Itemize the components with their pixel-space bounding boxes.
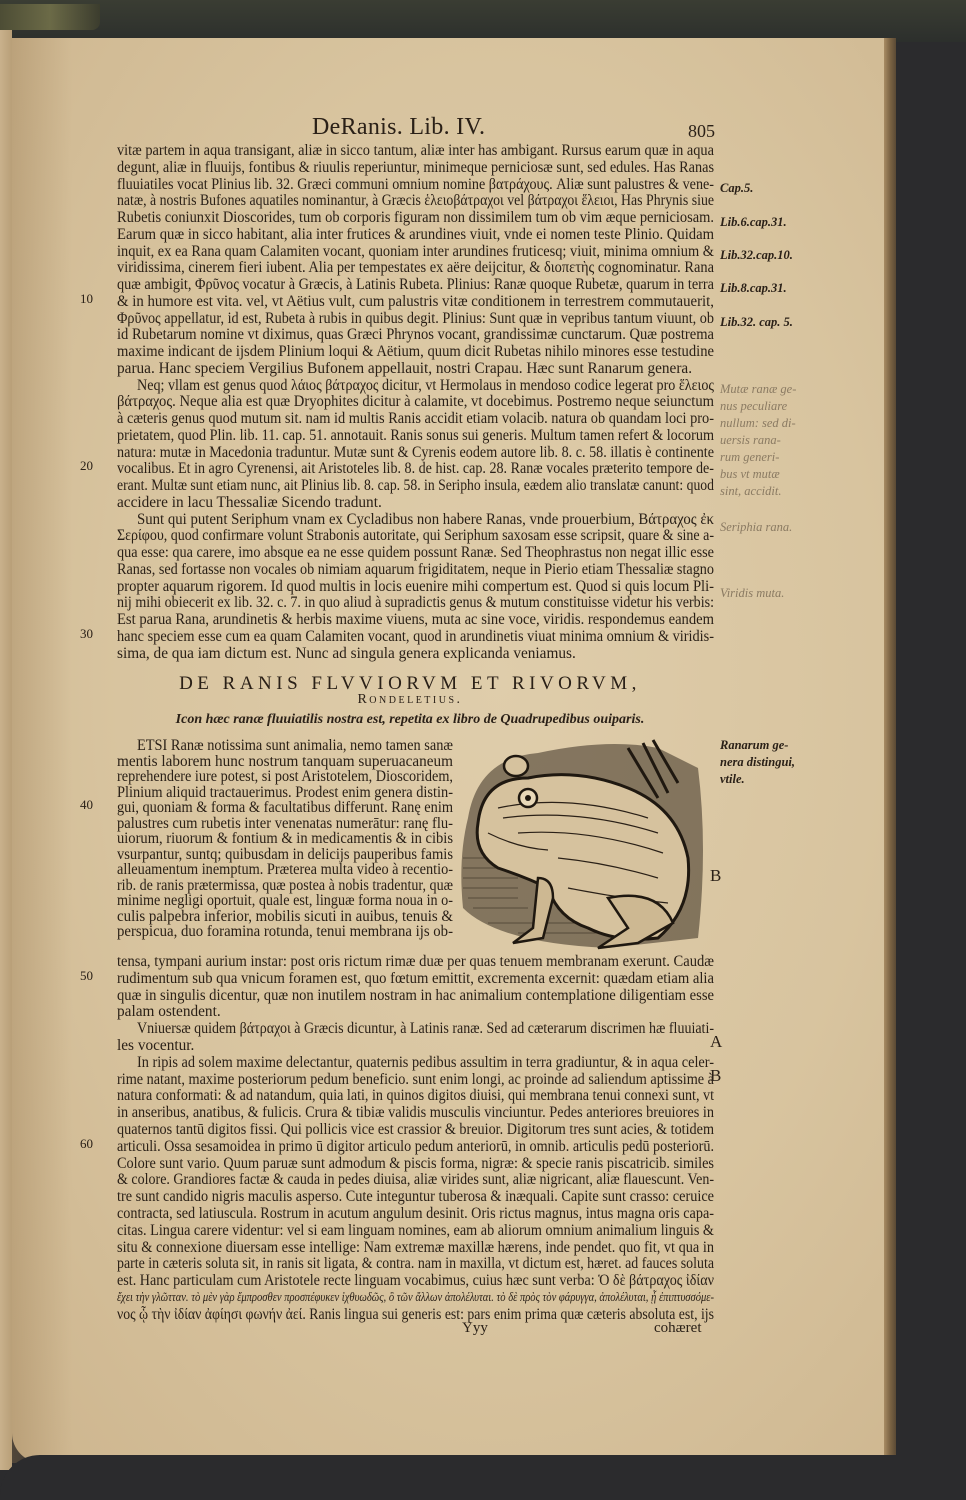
text-line-content: id Rubetarum nomine vt diximus, quas Græci Phrynos vocant, grandissimæ cunctarum. Quæ postrema — [117, 326, 714, 344]
margin-note-mutae: Mutæ ranæ ge- nus peculiare nullum: sed di- uersis rana- rum generi- bus vt mutæ sint, accidit. — [720, 382, 797, 498]
text-line — [117, 628, 714, 645]
text-line-content: les vocentur. — [117, 1037, 195, 1054]
text-line-content: parua. Hanc speciem Vergilius Bufonem appellauit, nostri Crapau. Hæc sunt Ranarum genera. — [117, 359, 693, 377]
text-line-content: Σερίφου, quod confirmare volunt Strabonis autoritate, qui Seriphum saxosam esse scripsit, quare & sine a- — [117, 527, 714, 545]
text-line — [117, 561, 714, 578]
text-line — [117, 1104, 714, 1121]
text-line-content: in anseribus, anatibus, & fulicis. Crura & tibiæ validis musculis vinciuntur. Pedes anteriores breuiores in — [117, 1104, 714, 1122]
text-line-content: quaternos tantū digitos fissi. Qui pollicis vice est crassior & breuior. Digitorum tres sunt acies, & totidem — [117, 1121, 714, 1138]
margin-note-viridis: Viridis muta. — [720, 586, 785, 600]
text-line-content: ETSI Ranæ notissima sunt animalia, nemo tamen sanæ — [137, 737, 453, 754]
text-line-content: articuli. Ossa sesamoidea in primo ū digitor articulo pedum anteriorū, in omnib. articulis pedū posteriorū. — [117, 1137, 714, 1155]
text-line-content: palustres cum rubetis inter venenatas numerātur: ranę flu- — [117, 814, 453, 832]
text-line — [117, 527, 714, 544]
text-line — [137, 1020, 714, 1037]
text-line-content: Neq; vllam est genus quod λάιος βάτραχος dicitur, vt Hermolaus in mendoso codice legerat pro ἕλειος — [137, 376, 714, 394]
text-line-content: νος ᾧ τὴν ἰδίαν ἀφίησι φωνήν ἀεί. Ranis lingua sui generis est: pars enim prima quæ cæteris absoluta est, ijs — [117, 1305, 714, 1323]
text-line — [117, 1155, 714, 1172]
line-number: 60 — [80, 1135, 93, 1151]
text-line-content: uiorum, riuorum & fontium & in medicamentis & in cibis — [117, 830, 453, 847]
text-line-content: ἔχει τὴν γλῶτταν. τὸ μὲν γὰρ ἔμπροσθεν προσπέφυκεν ἰχθυωδῶς, ὃ τῶν ἄλλων ἀπολέλυται. τὸ δὲ πρὸς τὸν φάρυγγα, ἀπολέλυται, ᾗ ἐπιπτυσσόμε- — [117, 1290, 714, 1304]
text-line — [117, 243, 714, 260]
text-line-content: natura conformati: & ad natandum, quia lati, in quinos digitos diuisi, qui membrana tenui connexi sunt, vt — [117, 1087, 714, 1105]
text-line — [117, 444, 714, 461]
text-line — [117, 594, 714, 611]
text-line — [117, 1037, 714, 1054]
margin-note-lib32-10: Lib.32.cap.10. — [720, 248, 793, 262]
text-line-content: minime negligi oportuit, quale est, linguæ forma noua in o- — [117, 892, 453, 909]
text-line — [117, 784, 453, 801]
text-line — [117, 1188, 714, 1205]
line-number: 40 — [80, 797, 93, 812]
text-line-content: Ranas, sed fortasse non vocales ob nimiam aquarum frigiditatem, neque in Pierio etiam Thessaliæ stagno — [117, 560, 714, 578]
text-line-content: tre sunt candido nigris maculis asperso. Cute integuntur tuberosa & inæquali. Capite sunt crasso: ceruice — [117, 1188, 714, 1206]
text-line-content: propter aquarum rigorem. Id quod multis in locis euenire mihi compertum est. Quod si quis locum Pli- — [117, 577, 714, 595]
text-line — [137, 737, 453, 754]
text-line — [117, 1121, 714, 1138]
text-line — [117, 923, 453, 940]
facing-page-edge — [0, 30, 12, 1470]
line-number: 10 — [80, 290, 93, 306]
text-line-content: Colore sunt vario. Quum paruæ sunt admodum & piscis forma, nigræ: & specie ranis piscatricib. similes — [117, 1154, 714, 1172]
text-line — [117, 645, 714, 662]
text-line — [117, 578, 714, 595]
text-line-content: est. Hanc particulam cum Aristotele recte linguam vocabimus, cuius hæc sunt verba: Ὁ δὲ βάτραχος ἰδίαν — [117, 1272, 714, 1290]
text-line-content: Earum quæ in sicco habitant, alia inter frutices & arundines viuit, vnde ei nomen teste Plinio. Quidam — [117, 225, 714, 243]
text-line-content: In ripis ad solem maxime delectantur, quaternis pedibus assultim in terra gradiuntur, & in aqua celer- — [137, 1053, 714, 1071]
text-line — [117, 310, 714, 327]
text-line — [117, 1306, 714, 1323]
text-line-content: Φρῦνος appellatur, id est, Rubeta à rubis in quibus degit. Plinius: Sunt quæ in vepribus tantum viuunt, ob — [117, 309, 714, 327]
text-line-content: Vniuersæ quidem βάτραχοι à Græcis dicuntur, à Latinis ranæ. Sed ad cæterarum discrimen hæ fluuiati- — [137, 1020, 714, 1038]
text-line — [117, 326, 714, 343]
text-line — [117, 1003, 714, 1020]
text-line-content: situ & connexione diuersam esse intellige: Nam extremæ maxillæ hærens, inde pendet. quo fit, vt qua in — [117, 1238, 714, 1256]
text-line-content: accidere in lacu Thessaliæ Sicendo tradunt. — [117, 493, 382, 511]
text-line — [117, 1171, 714, 1188]
margin-note-lib8: Lib.8.cap.31. — [720, 281, 787, 295]
text-line — [137, 377, 714, 394]
text-line-content: contracta, sed latiuscula. Rostrum in acutum angulum desinit. Oris rictus magnus, intus magna oris capa- — [117, 1205, 714, 1222]
text-line-content: vitæ partem in aqua transigant, aliæ in sicco tantum, aliæ inter has ambigant. Rursus earum quæ in aqua — [117, 142, 714, 159]
text-line — [117, 142, 714, 159]
text-line-content: culis palpebra inferior, mobilis sicuti in auibus, tenuis & — [117, 907, 453, 925]
paragraph-marker-b: B — [710, 1066, 722, 1085]
text-line — [117, 1205, 714, 1222]
margin-note-lib32-5: Lib.32. cap. 5. — [720, 315, 793, 329]
text-line-content: qua esse: qua carere, imo absque ea ne esse quidem possunt Ranæ. Sed Theophrastus non negat illic esse — [117, 544, 714, 561]
text-line — [117, 159, 714, 176]
text-line — [117, 1239, 714, 1256]
text-line-content: & colore. Grandiores factæ & cauda in pedes diuisa, aliæ virides sunt, aliæ nigricant, aliæ flauescunt. Ven- — [117, 1171, 714, 1189]
text-line — [117, 799, 453, 816]
text-line — [117, 753, 453, 770]
signature-mark: Yyy — [462, 1320, 488, 1336]
section-title: DE RANIS FLVVIORVM ET RIVORVM, — [179, 673, 641, 694]
page-fore-edge — [884, 38, 896, 1463]
text-line-content: erant. Multæ sunt etiam nunc, ait Plinius lib. 8. cap. 58. in Seripho insula, eædem alio translatæ canunt: quod — [117, 477, 714, 494]
text-line — [117, 1289, 714, 1306]
text-line-content: Rubetis coniunxit Dioscorides, tum ob corporis figuram non dissimilem tum ob vim æque perniciosam. — [117, 209, 714, 226]
figure-label-b: B — [710, 866, 722, 885]
margin-note-cap5: Cap.5. — [720, 181, 754, 195]
text-line — [117, 477, 714, 494]
text-line — [137, 511, 714, 528]
margin-note-lib6: Lib.6.cap.31. — [720, 215, 787, 229]
margin-note-seriphia: Seriphia rana. — [720, 520, 793, 534]
text-line — [117, 892, 453, 909]
text-line-content: rime natant, maxime posteriorum pedum beneficio. sunt enim longi, ac proinde ad saliendum aptissime à — [117, 1070, 714, 1088]
text-line — [117, 830, 453, 847]
text-line-content: fluuiatiles vocat Plinius lib. 32. Græci communi omnium nomine βατράχους. Aliæ sunt palustres & vene- — [117, 175, 714, 193]
margin-note-ranarum: Ranarum ge- nera distingui, vtile. — [720, 738, 796, 786]
background-shadow — [0, 1455, 966, 1500]
text-line — [117, 877, 453, 894]
catchword: cohæret — [654, 1320, 702, 1336]
text-line — [117, 494, 714, 511]
text-line — [117, 908, 453, 925]
text-line-content: quæ in singulis dicentur, quæ non inutilem nostram in hac animalium contemplatione diligentiam esse — [117, 986, 714, 1004]
text-line-content: natæ, à nostris Bufones aquatiles nominantur, à Græcis ἑλειοβάτραχοι vel βάτραχοι ἕλειοι, Has Phrynis siue — [117, 192, 714, 210]
text-line-content: palam ostendent. — [117, 1003, 221, 1021]
text-line-content: alleuamentum inemptum. Præterea multa video à recentio- — [117, 861, 453, 878]
text-line-content: rib. de ranis prætermissa, quæ postea à nobis tradentur, quæ — [117, 876, 453, 894]
text-line — [117, 970, 714, 987]
text-line-content: rudimentum sub qua vnicum foramen est, quo fœtum emittit, excrementa excernit: quædam etiam alia — [117, 969, 714, 987]
line-number: 30 — [80, 625, 93, 641]
text-line-content: vocalibus. Et in agro Cyrenensi, ait Aristoteles lib. 8. de hist. cap. 28. Ranæ vocales præterito tempore de- — [117, 460, 714, 478]
text-line-content: mentis laborem hunc nostrum tanquam superuacaneum — [117, 752, 453, 770]
text-line-content: natura: mutæ in Macedonia traduntur. Mutæ sunt & Cyrenis eodem autore lib. 8. c. 58. illatis è continente — [117, 443, 714, 461]
text-line-content: gui, quoniam & forma & facultatibus differunt. Ranę enim — [117, 799, 453, 816]
line-number: 20 — [80, 458, 93, 474]
text-line — [117, 544, 714, 561]
text-line — [117, 293, 714, 310]
text-line — [117, 192, 714, 209]
text-line-content: vsurpantur, suntq; quibusdam in delicijs pauperibus famis — [117, 845, 453, 863]
text-line-content: Est parua Rana, arundinetis & herbis maxime viuens, muta ac sine voce, viridis. respondemus eandem — [117, 611, 714, 628]
text-line — [117, 815, 453, 832]
section-author: Rondeletius. — [357, 692, 463, 707]
text-line-content: prietatem, quod Plin. lib. 11. cap. 51. annotauit. Ranis sonus sui generis. Multum tamen refert & locorum — [117, 426, 714, 444]
book-cover-top — [0, 0, 966, 42]
text-line — [117, 1272, 714, 1289]
text-line — [117, 360, 714, 377]
text-line — [117, 1222, 714, 1239]
text-line — [117, 343, 714, 360]
text-line-content: sima, de qua iam dictum est. Nunc ad singula genera explicanda veniamus. — [117, 644, 576, 662]
frog-woodcut-illustration — [458, 738, 708, 953]
running-title: DeRanis. Lib. IV. — [312, 114, 486, 140]
text-line — [117, 209, 714, 226]
text-line — [117, 1255, 714, 1272]
text-line — [117, 259, 714, 276]
page-number: 805 — [688, 121, 715, 141]
text-line — [117, 611, 714, 628]
text-line — [117, 1138, 714, 1155]
text-line-content: quæ ambigit, Φρῦνος vocatur à Græcis, à Latinis Rubeta. Plinius: Ranæ quoque Rubetæ, quarum in terra — [117, 276, 714, 293]
text-line — [117, 861, 453, 878]
text-line-content: & in humore est vita. vel, vt Aëtius vult, cum palustris vitæ conditionem in terrestrem commutauerit, — [117, 292, 714, 310]
text-line-content: à cæteris genus quod mutum sit. nam id multis Ranis accidit etiam volacib. natura ob quandam loci pro- — [117, 410, 714, 427]
text-line-content: degunt, aliæ in fluuijs, fontibus & riuulis reperiuntur, minimeque perniciosæ sunt, sed edules. Has Ranas — [117, 158, 714, 176]
text-line-content: Plinium aliquid tractauerimus. Prodest enim genera distin- — [117, 783, 453, 801]
text-line — [117, 410, 714, 427]
text-line — [117, 953, 714, 970]
text-line — [117, 176, 714, 193]
ribbon-marker — [0, 4, 100, 30]
text-line-content: Sunt qui putent Seriphum vnam ex Cycladibus non habere Ranas, vnde prouerbium, Βάτραχος ἐκ — [137, 510, 714, 528]
text-line-content: citas. Lingua carere videntur: vel si eam linguam nomines, eam ab aliorum omnium animalium linguis & — [117, 1221, 714, 1239]
text-line — [117, 226, 714, 243]
text-line — [117, 768, 453, 785]
text-line — [117, 460, 714, 477]
text-line-content: inquit, ex ea Rana quam Calamiten vocant, quoniam inter arundines fruticesq; viuit, minima omnium & — [117, 242, 714, 260]
text-line-content: viridissima, cinerem fieri iubent. Alia per tempestates ex aëre deijcitur, & διοπετὴς cognominatur. Rana — [117, 259, 714, 277]
figure-caption: Icon hæc ranæ fluuiatilis nostra est, repetita ex libro de Quadrupedibus ouiparis. — [175, 712, 645, 727]
text-line — [117, 987, 714, 1004]
text-line-content: hanc speciem esse cum ea quam Calamiten vocant, quod in arundinetis viuat minima omnium & viridis- — [117, 627, 714, 645]
text-line-content: nij mihi obiecerit ex lib. 32. c. 7. in quo aliud à supradictis genus & mutum constituisse videtur his verbis: — [117, 594, 714, 612]
text-line-content: parte in cæteris soluta sit, in ranis sit ligata, & contra. nam in maxilla, vt dictum est, hæret. ad fauces soluta — [117, 1255, 714, 1273]
paragraph-marker-a: A — [710, 1032, 723, 1051]
text-line — [137, 1054, 714, 1071]
text-line-content: tensa, tympani aurium instar: post oris rictum rimæ duæ per quas tenuem membranam exerunt. Caudæ — [117, 953, 714, 970]
text-line — [117, 427, 714, 444]
text-line — [117, 846, 453, 863]
line-number: 50 — [80, 967, 93, 983]
text-line — [117, 276, 714, 293]
text-line-content: perspicua, duo foramina rotunda, tenui membrana ijs ob- — [117, 923, 453, 940]
text-line-content: reprehendere iure potest, si post Aristotelem, Dioscoridem, — [117, 768, 453, 785]
text-line — [117, 1087, 714, 1104]
text-line — [117, 393, 714, 410]
text-line-content: maxime indicant de ijsdem Plinium loqui & Aëtium, quum dicit Rubetas nihilo minores esse testudine — [117, 343, 714, 360]
text-line — [117, 1071, 714, 1088]
text-line-content: βάτραχος. Neque alia est quæ Dryophites dicitur à calamite, vt docebimus. Postremo neque seiunctum — [117, 393, 714, 411]
